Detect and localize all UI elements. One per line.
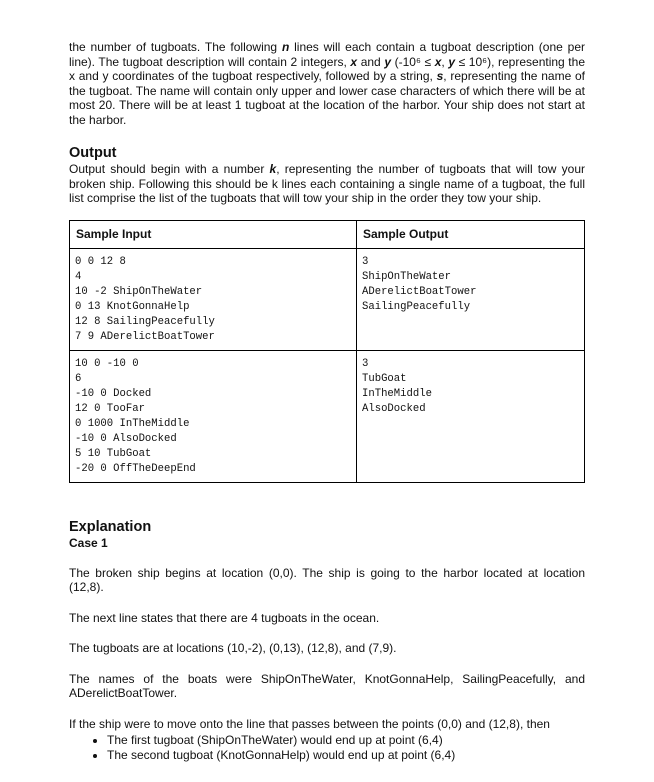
output-heading: Output — [69, 145, 117, 161]
sample-input-line: 0 1000 InTheMiddle — [75, 417, 190, 430]
sample-input-line: -20 0 OffTheDeepEnd — [75, 462, 196, 475]
explanation-bullet: • The first tugboat (ShipOnTheWater) would end up at point (6,4) — [107, 733, 585, 748]
explanation-paragraph: The next line states that there are 4 tugboats in the ocean. — [69, 610, 380, 625]
explanation-paragraph: The tugboats are at locations (10,-2), (0,13), (12,8), and (7,9). — [69, 641, 397, 655]
explanation-paragraph: The names of the boats were ShipOnTheWater, KnotGonnaHelp, SailingPeacefully, and ADerelictBoatTower. — [69, 671, 585, 700]
sample-input-line: -10 0 Docked — [75, 387, 152, 400]
explanation-bullet: • The second tugboat (KnotGonnaHelp) would end up at point (6,4) — [107, 748, 585, 763]
sample-output-cell — [357, 350, 585, 482]
sample-output-line: ShipOnTheWater — [362, 270, 452, 283]
sample-input-line: 7 9 ADerelictBoatTower — [75, 330, 215, 343]
sample-case-row — [70, 350, 585, 482]
sample-output-header: Sample Output — [357, 220, 585, 248]
sample-table-header-row — [70, 220, 585, 248]
sample-output-line: InTheMiddle — [362, 387, 432, 400]
output-paragraph: Output should begin with a number k, representing the number of tugboats that will tow your broken ship. Following this should be k lines each containing a single name of a tugboat, the full list comprise the list of the tugboats that will tow your ship in the order they tow your ship. — [69, 162, 585, 205]
sample-input-cell — [70, 248, 357, 350]
sample-input-cell — [70, 350, 357, 482]
sample-output-line: AlsoDocked — [362, 402, 426, 415]
sample-input-line: 12 8 SailingPeacefully — [75, 315, 215, 328]
sample-input-line: 4 — [75, 270, 82, 283]
explanation-section — [69, 519, 585, 763]
sample-output-line: SailingPeacefully — [362, 300, 471, 313]
sample-input-line: 6 — [75, 372, 82, 385]
sample-input-line: 10 0 -10 0 — [75, 357, 139, 370]
sample-output-line: TubGoat — [362, 372, 407, 385]
case-label: Case 1 — [69, 535, 108, 550]
sample-table — [69, 220, 585, 483]
sample-input-line: 0 13 KnotGonnaHelp — [75, 300, 190, 313]
sample-input-line: 10 -2 ShipOnTheWater — [75, 285, 203, 298]
intro-paragraph: the number of tugboats. The following n lines will each contain a tugboat description (one per line). The tugboat description will contain 2 integers, x and y (-10⁶ ≤ x, y ≤ 10⁶), representing the x and y coordinates of the tugboat respectively, followed by a string, s, representing the name of the tugboat. The name will contain only upper and lower case characters of which there will be at most 20. There will be at least 1 tugboat at the location of the harbor. Your ship does not start at the harbor. — [69, 40, 585, 127]
sample-output-line: 3 — [362, 255, 369, 268]
explanation-paragraph: If the ship were to move onto the line that passes between the points (0,0) and (12,8), then — [69, 716, 550, 731]
sample-output-line: 3 — [362, 357, 369, 370]
sample-input-line: 0 0 12 8 — [75, 255, 126, 268]
explanation-paragraph: The broken ship begins at location (0,0). The ship is going to the harbor located at location (12,8). — [69, 565, 585, 594]
sample-output-line: ADerelictBoatTower — [362, 285, 477, 298]
sample-case-row — [70, 248, 585, 350]
sample-input-line: -10 0 AlsoDocked — [75, 432, 177, 445]
explanation-heading: Explanation — [69, 518, 152, 535]
sample-input-line: 12 0 TooFar — [75, 402, 145, 415]
sample-output-cell — [357, 248, 585, 350]
sample-input-line: 5 10 TubGoat — [75, 447, 152, 460]
document-page — [69, 40, 585, 762]
explanation-bullet-list — [69, 733, 585, 762]
sample-input-header: Sample Input — [70, 220, 357, 248]
